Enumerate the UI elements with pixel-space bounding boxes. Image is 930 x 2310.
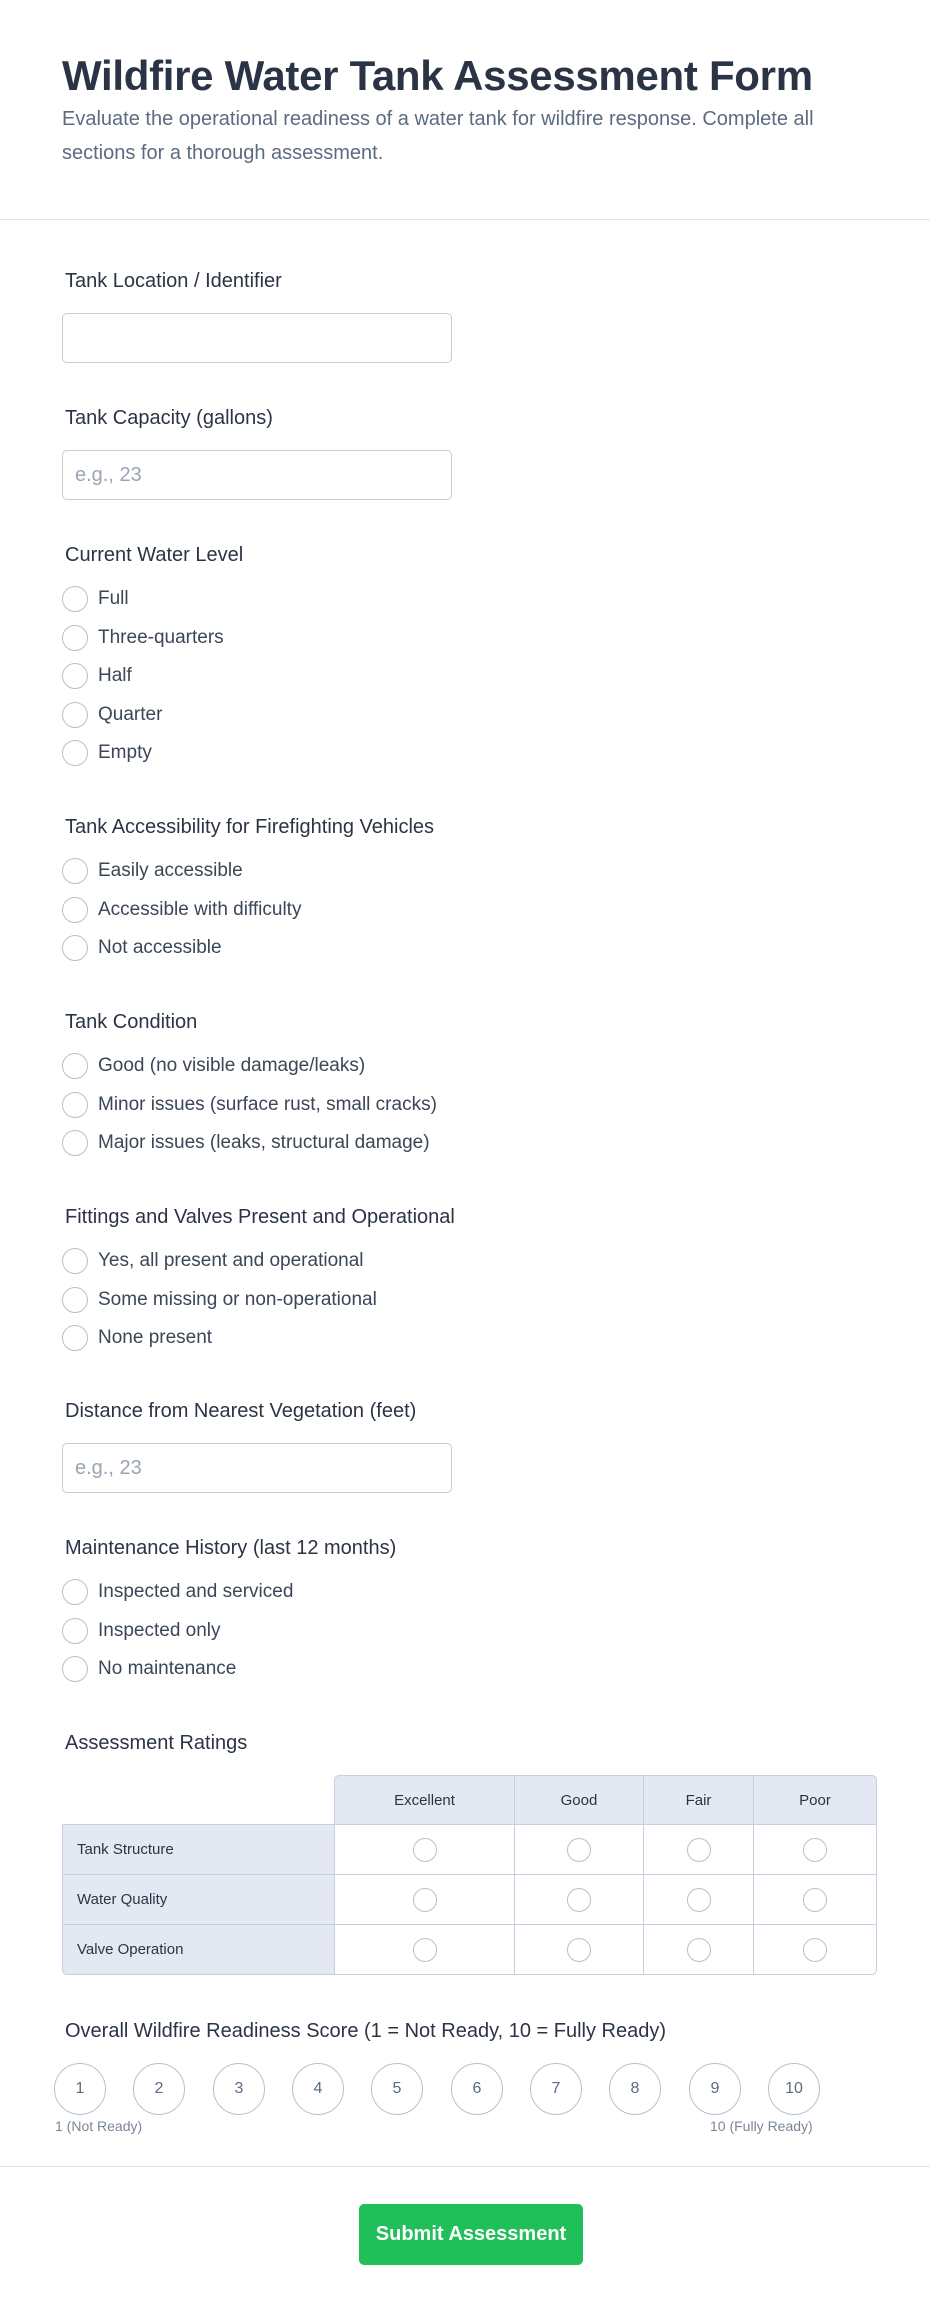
submit-button[interactable]: Submit Assessment [359, 2204, 583, 2265]
scale-option[interactable]: 7 [530, 2063, 582, 2115]
scale-option[interactable]: 6 [451, 2063, 503, 2115]
column-header: Fair [643, 1775, 754, 1825]
water-level-option[interactable]: Full [62, 580, 224, 619]
condition-option[interactable]: Major issues (leaks, structural damage) [62, 1124, 437, 1163]
rating-cell[interactable] [753, 1824, 877, 1875]
row-header: Valve Operation [62, 1924, 335, 1975]
fittings-option[interactable]: Some missing or non-operational [62, 1281, 377, 1320]
condition-options [62, 1047, 437, 1163]
form-header [0, 0, 930, 220]
condition-option[interactable]: Minor issues (surface rust, small cracks) [62, 1086, 437, 1125]
radio-button[interactable] [687, 1938, 711, 1962]
radio-button[interactable] [62, 935, 88, 961]
scale-option[interactable]: 10 [768, 2063, 820, 2115]
water-level-option[interactable]: Half [62, 657, 224, 696]
radio-button[interactable] [567, 1938, 591, 1962]
form-title: Wildfire Water Tank Assessment Form [62, 52, 813, 99]
condition-option[interactable]: Good (no visible damage/leaks) [62, 1047, 437, 1086]
rating-cell[interactable] [334, 1824, 515, 1875]
water-level-option[interactable]: Quarter [62, 696, 224, 735]
radio-button[interactable] [413, 1838, 437, 1862]
maintenance-option[interactable]: Inspected and serviced [62, 1573, 293, 1612]
scale-option[interactable]: 8 [609, 2063, 661, 2115]
radio-button[interactable] [62, 1579, 88, 1605]
accessibility-option[interactable]: Accessible with difficulty [62, 891, 301, 930]
column-header: Excellent [334, 1775, 515, 1825]
radio-button[interactable] [62, 702, 88, 728]
radio-button[interactable] [62, 1656, 88, 1682]
scale-option[interactable]: 3 [213, 2063, 265, 2115]
fittings-option[interactable]: Yes, all present and operational [62, 1242, 377, 1281]
scale-max-label: 10 (Fully Ready) [710, 2118, 813, 2134]
accessibility-label: Tank Accessibility for Firefighting Vehicles [65, 816, 435, 838]
accessibility-option[interactable]: Easily accessible [62, 852, 301, 891]
radio-button[interactable] [62, 1287, 88, 1313]
readiness-label: Overall Wildfire Readiness Score (1 = Not Ready, 10 = Fully Ready) [65, 2020, 666, 2042]
radio-button[interactable] [687, 1838, 711, 1862]
radio-button[interactable] [62, 1053, 88, 1079]
water-level-option[interactable]: Three-quarters [62, 619, 224, 658]
readiness-scale [54, 2063, 854, 2115]
tank-location-input[interactable] [62, 313, 452, 363]
water-level-label: Current Water Level [65, 544, 244, 566]
tank-capacity-label: Tank Capacity (gallons) [65, 407, 273, 429]
radio-button[interactable] [803, 1888, 827, 1912]
rating-cell[interactable] [334, 1874, 515, 1925]
radio-button[interactable] [62, 897, 88, 923]
maintenance-options [62, 1573, 293, 1689]
row-header: Water Quality [62, 1874, 335, 1925]
water-level-option[interactable]: Empty [62, 734, 224, 773]
water-level-options [62, 580, 224, 773]
row-header: Tank Structure [62, 1824, 335, 1875]
fittings-option[interactable]: None present [62, 1319, 377, 1358]
radio-button[interactable] [567, 1888, 591, 1912]
tank-capacity-input[interactable] [62, 450, 452, 500]
radio-button[interactable] [687, 1888, 711, 1912]
rating-cell[interactable] [753, 1924, 877, 1975]
scale-option[interactable]: 5 [371, 2063, 423, 2115]
scale-option[interactable]: 1 [54, 2063, 106, 2115]
column-header: Poor [753, 1775, 877, 1825]
radio-button[interactable] [413, 1888, 437, 1912]
rating-cell[interactable] [334, 1924, 515, 1975]
radio-button[interactable] [62, 1248, 88, 1274]
maintenance-option[interactable]: No maintenance [62, 1650, 293, 1689]
radio-button[interactable] [62, 663, 88, 689]
radio-button[interactable] [62, 1618, 88, 1644]
radio-button[interactable] [803, 1838, 827, 1862]
scale-min-label: 1 (Not Ready) [55, 2118, 143, 2134]
accessibility-option[interactable]: Not accessible [62, 929, 301, 968]
maintenance-option[interactable]: Inspected only [62, 1612, 293, 1651]
radio-button[interactable] [62, 586, 88, 612]
radio-button[interactable] [62, 1092, 88, 1118]
radio-button[interactable] [567, 1838, 591, 1862]
tank-location-label: Tank Location / Identifier [65, 270, 282, 292]
radio-button[interactable] [62, 1325, 88, 1351]
vegetation-distance-label: Distance from Nearest Vegetation (feet) [65, 1400, 417, 1422]
rating-cell[interactable] [643, 1874, 754, 1925]
footer-divider [0, 2166, 930, 2167]
ratings-grid [62, 1775, 877, 1975]
radio-button[interactable] [803, 1938, 827, 1962]
rating-cell[interactable] [643, 1924, 754, 1975]
vegetation-distance-input[interactable] [62, 1443, 452, 1493]
radio-button[interactable] [62, 740, 88, 766]
scale-option[interactable]: 4 [292, 2063, 344, 2115]
radio-button[interactable] [413, 1938, 437, 1962]
scale-option[interactable]: 2 [133, 2063, 185, 2115]
fittings-options [62, 1242, 377, 1358]
rating-cell[interactable] [753, 1874, 877, 1925]
rating-cell[interactable] [514, 1924, 644, 1975]
accessibility-options [62, 852, 301, 968]
radio-button[interactable] [62, 1130, 88, 1156]
ratings-label: Assessment Ratings [65, 1732, 248, 1754]
maintenance-label: Maintenance History (last 12 months) [65, 1537, 397, 1559]
scale-option[interactable]: 9 [689, 2063, 741, 2115]
column-header: Good [514, 1775, 644, 1825]
condition-label: Tank Condition [65, 1011, 198, 1033]
radio-button[interactable] [62, 625, 88, 651]
rating-cell[interactable] [514, 1824, 644, 1875]
rating-cell[interactable] [514, 1874, 644, 1925]
form-description: Evaluate the operational readiness of a water tank for wildfire response. Complete all sections for a thorough assessment. [62, 108, 814, 164]
radio-button[interactable] [62, 858, 88, 884]
fittings-label: Fittings and Valves Present and Operational [65, 1206, 455, 1228]
rating-cell[interactable] [643, 1824, 754, 1875]
